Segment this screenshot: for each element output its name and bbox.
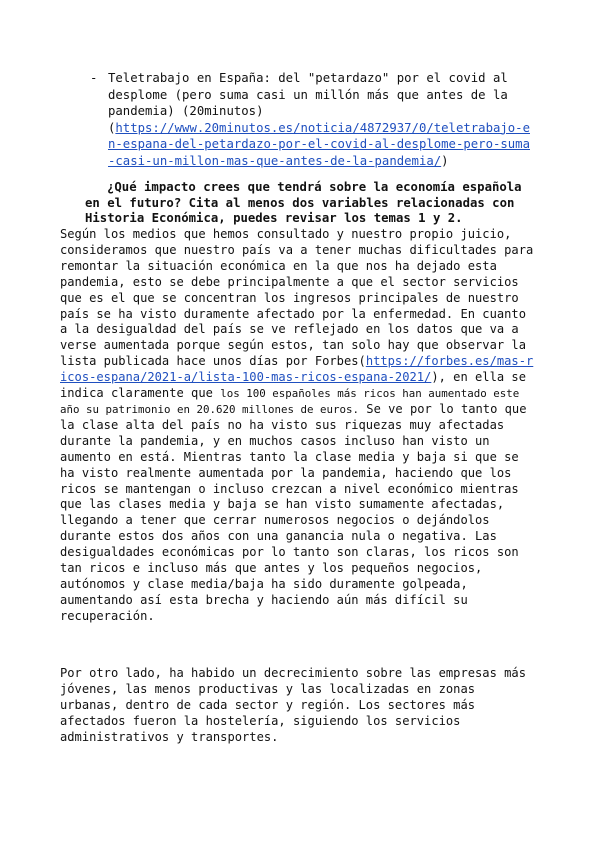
bullet-text: Teletrabajo en España: del "petardazo" por el covid al desplome (pero suma casi un millón más que antes de la pandemia) (20minutos) bbox=[108, 71, 508, 118]
question-text: ¿Qué impacto crees que tendrá sobre la economía española en el futuro? Cita al menos dos variables relacionadas con Historia Económica, puedes revisar los temas 1 y 2. bbox=[85, 180, 522, 225]
bullet-open-paren: ( bbox=[108, 120, 116, 135]
forbes-link[interactable]: https://forbes.es/mas-ricos-espana/2021-a/lista-100-mas-ricos-espana-2021/ bbox=[60, 354, 534, 385]
bullet-text-block bbox=[108, 70, 530, 169]
bullet-item bbox=[90, 70, 530, 169]
bullet-dash: - bbox=[90, 71, 98, 85]
bullet-link-20minutos[interactable]: https://www.20minutos.es/noticia/4872937/0/teletrabajo-en-espana-del-petardazo-por-el-covid-al-desplome-pero-suma-casi-un-millon-mas-que-antes-de-la-pandemia/ bbox=[108, 120, 530, 168]
paragraph1-small-quote: los 100 españoles más ricos han aumentado este año su patrimonio en 20.620 millones de euros. bbox=[60, 387, 520, 416]
paragraph1-text-before-link: Según los medios que hemos consultado y nuestro propio juicio, consideramos que nuestro país va a tener muchas dificultades para remontar la situación económica en la que nos ha dejado esta pandemia, esto se debe principalmente a que el sector servicios que es el que se concentran los ingresos principales de nuestro país se ha visto duramente afectado por la enfermedad. En cuanto a la desigualdad del país se ve reflejado en los datos que va a verse aumentada porque según estos, tan solo hay que observar la lista publicada hace unos días por Forbes( bbox=[60, 227, 534, 369]
paragraph-answer bbox=[60, 227, 535, 625]
paragraph1-text-after: Se ve por lo tanto que la clase alta del país no ha visto sus riquezas muy afectadas durante la pandemia, y en muchos casos incluso han visto un aumento en está. Mientras tanto la clase media y baja si que se ha visto realmente aumentada por la pandemia, haciendo que los ricos se mantengan o incluso crezcan a nivel económico mientras que las clases media y baja se han visto sumamente afectadas, llegando a tener que cerrar numerosos negocios o dejándolos durante estos dos años con una ganancia nula o negativa. Las desigualdades económicas por lo tanto son claras, los ricos son tan ricos e incluso más que antes y los pequeños negocios, autónomos y clase media/baja ha sido duramente golpeada, aumentando así esta brecha y haciendo aún más difícil su recuperación. bbox=[60, 401, 527, 623]
question-heading bbox=[85, 180, 535, 227]
bullet-close-paren: ) bbox=[441, 153, 449, 168]
paragraph1-text-mid: ), en ella se indica claramente que bbox=[60, 370, 526, 401]
paragraph-second: Por otro lado, ha habido un decrecimiento sobre las empresas más jóvenes, las menos productivas y las localizadas en zonas urbanas, dentro de cada sector y región. Los sectores más afectados fueron la hostelería, siguiendo los servicios administrativos y transportes. bbox=[60, 666, 526, 744]
